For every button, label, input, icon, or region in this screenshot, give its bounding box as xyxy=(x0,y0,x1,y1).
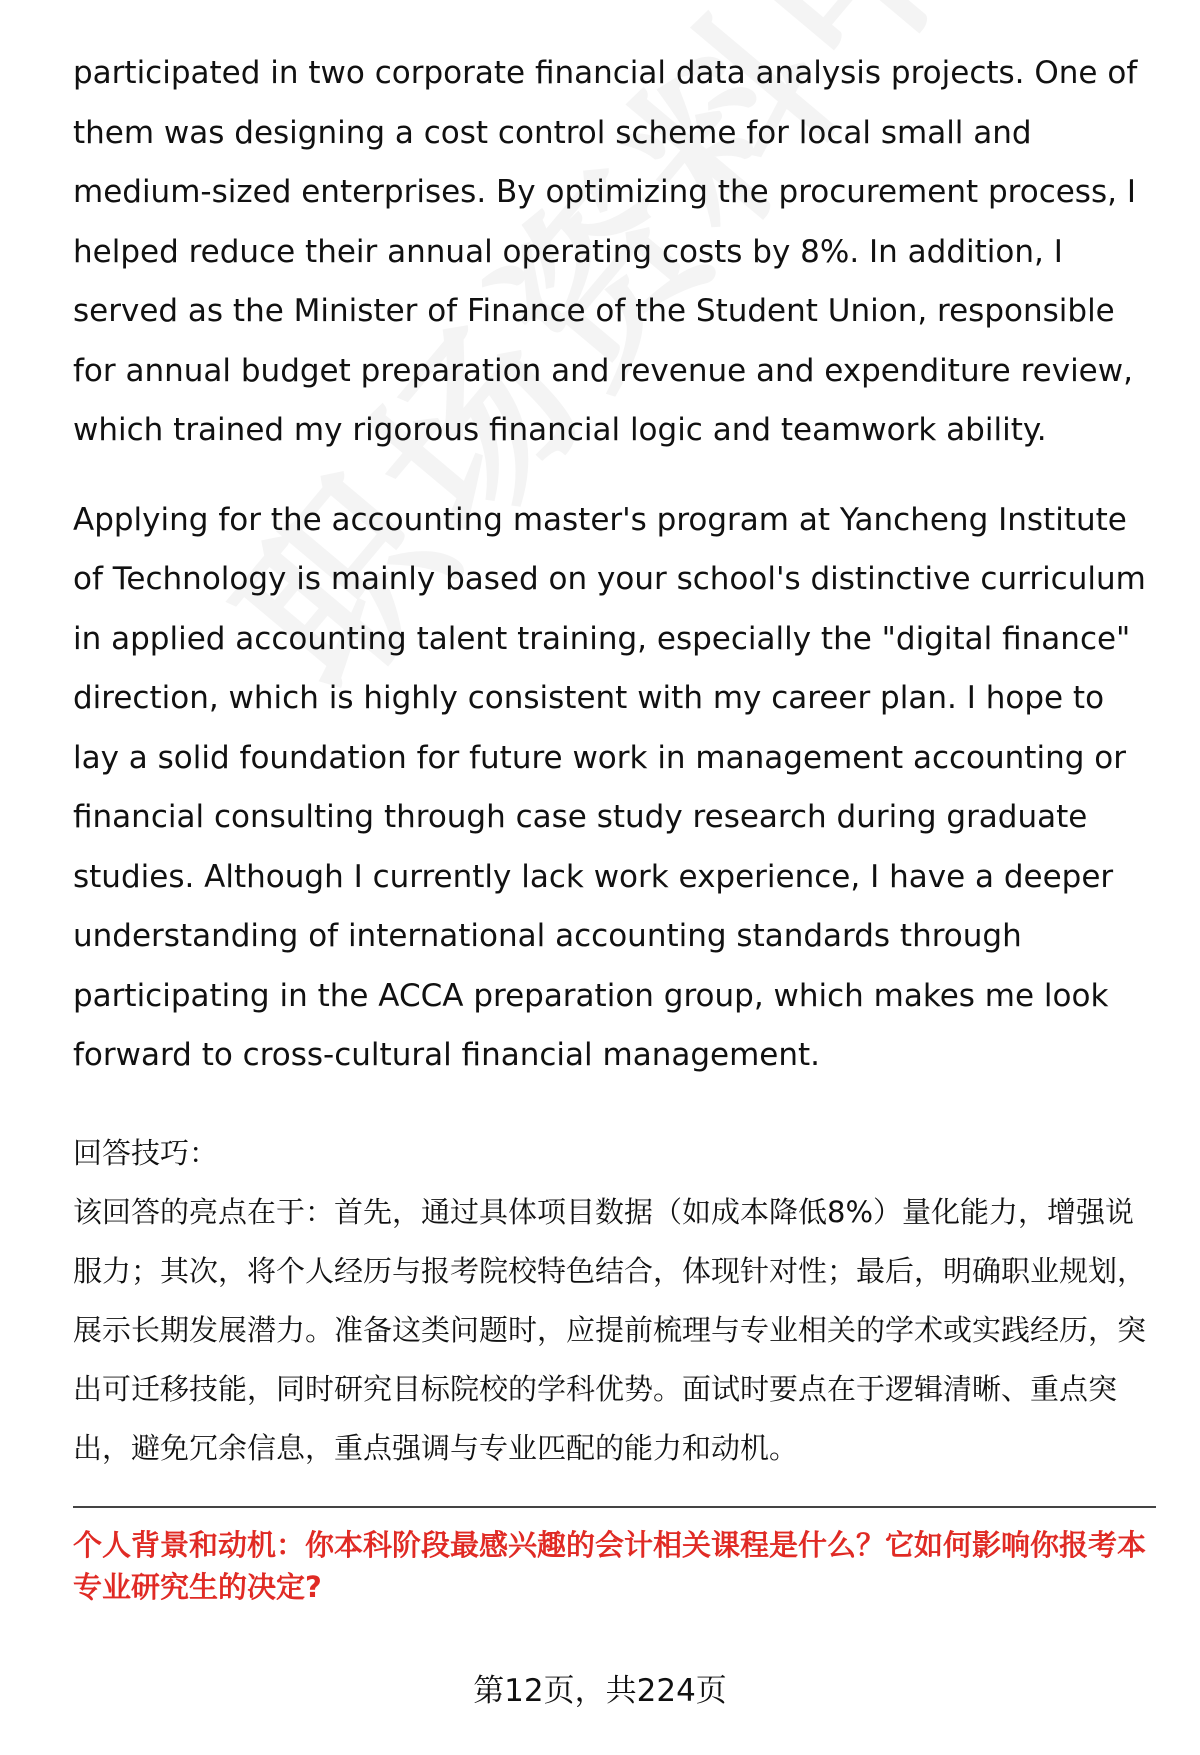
section-divider xyxy=(73,1506,1156,1508)
next-question-title: 个人背景和动机：你本科阶段最感兴趣的会计相关课程是什么？它如何影响你报考本专业研究生的决定? xyxy=(73,1527,1147,1604)
answer-paragraph-1: participated in two corporate financial data analysis projects. One of them was designing a cost control scheme for local small and medium-sized enterprises. By optimizing the procurement process, I helped reduce their annual operating costs by 8%. In addition, I served as the Minister of Finance of the Student Union, responsible for annual budget preparation and revenue and expenditure review, which trained my rigorous financial logic and teamwork ability. xyxy=(73,55,1138,448)
document-page xyxy=(73,44,1153,1608)
answer-paragraph-2: Applying for the accounting master's program at Yancheng Institute of Technology is mainly based on your school's distinctive curriculum in applied accounting talent training, especially the "digital finance" direction, which is highly consistent with my career plan. I hope to lay a solid foundation for future work in management accounting or financial consulting through case study research during graduate studies. Although I currently lack work experience, I have a deeper understanding of international accounting standards through participating in the ACCA preparation group, which makes me look forward to cross-cultural financial management. xyxy=(73,501,1146,1073)
page-number: 第12页，共224页 xyxy=(473,1673,727,1709)
tips-heading: 回答技巧： xyxy=(73,1135,219,1170)
tips-text: 该回答的亮点在于：首先，通过具体项目数据（如成本降低8%）量化能力，增强说服力；其次，将个人经历与报考院校特色结合，体现针对性；最后，明确职业规划，展示长期发展潜力。准备这类问题时，应提前梳理与专业相关的学术或实践经历，突出可迁移技能，同时研究目标院校的学科优势。面试时要点在于逻辑清晰、重点突出，避免冗余信息，重点强调与专业匹配的能力和动机。 xyxy=(73,1194,1147,1465)
answer-tips xyxy=(73,1124,1153,1478)
